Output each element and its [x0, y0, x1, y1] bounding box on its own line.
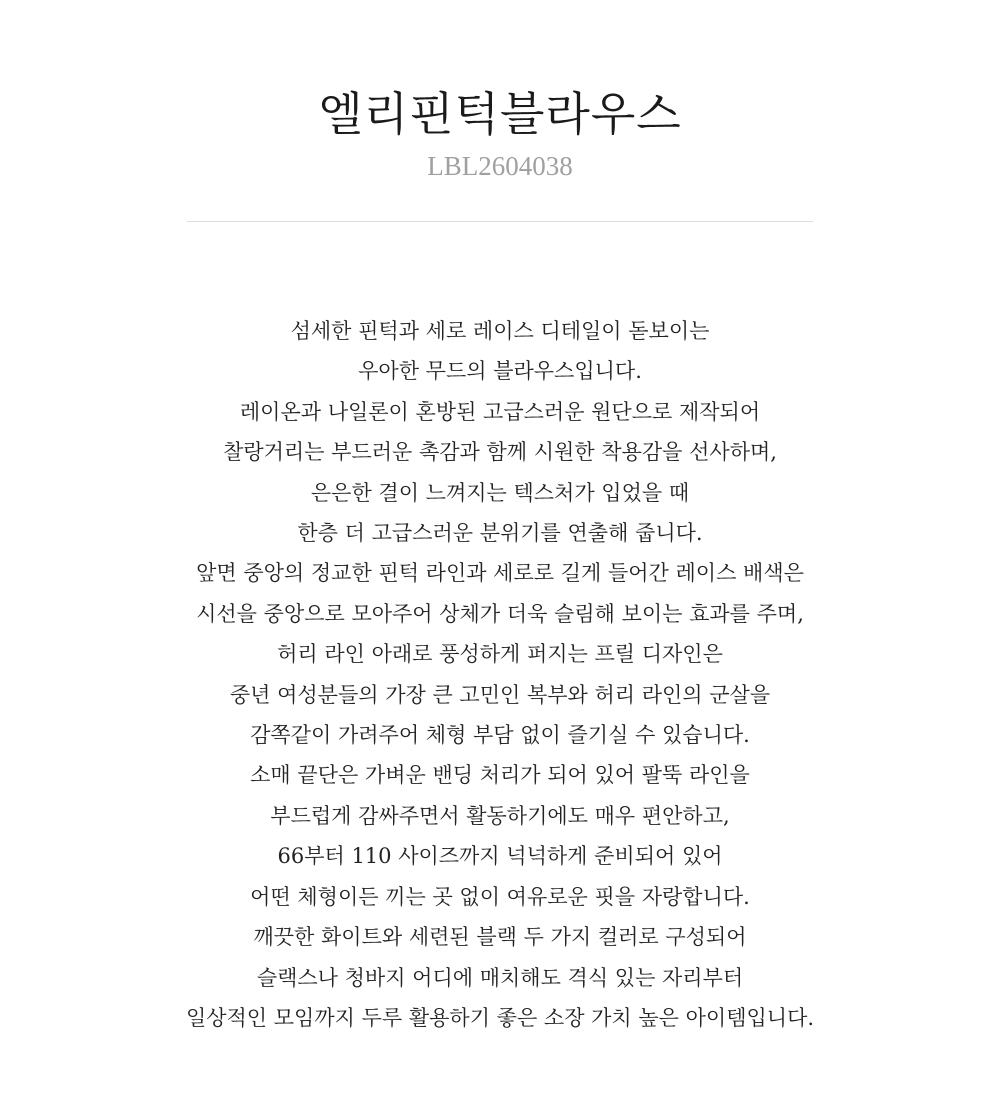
- header-divider: [187, 221, 813, 222]
- description-line: 일상적인 모임까지 두루 활용하기 좋은 소장 가치 높은 아이템입니다.: [185, 1005, 815, 1030]
- description-line: 찰랑거리는 부드러운 촉감과 함께 시원한 착용감을 선사하며,: [223, 440, 777, 465]
- description-line: 앞면 중앙의 정교한 핀턱 라인과 세로로 길게 들어간 레이스 배색은: [196, 561, 804, 586]
- description-line: 어떤 체형이든 끼는 곳 없이 여유로운 핏을 자랑합니다.: [250, 884, 750, 909]
- description-line: 중년 여성분들의 가장 큰 고민인 복부와 허리 라인의 군살을: [229, 682, 771, 707]
- description-line: 섬세한 핀턱과 세로 레이스 디테일이 돋보이는: [290, 319, 710, 343]
- description-line: 슬랙스나 청바지 어디에 매치해도 격식 있는 자리부터: [256, 965, 744, 990]
- description-line: 우아한 무드의 블라우스입니다.: [358, 359, 642, 384]
- description-line: 한층 더 고급스러운 분위기를 연출해 줍니다.: [297, 521, 703, 546]
- description-line: 소매 끝단은 가벼운 밴딩 처리가 되어 있어 팔뚝 라인을: [250, 763, 750, 788]
- description-line: 레이온과 나일론이 혼방된 고급스러운 원단으로 제작되어: [239, 399, 761, 424]
- description-line: 은은한 결이 느껴지는 텍스처가 입었을 때: [310, 480, 690, 505]
- description-line: 깨끗한 화이트와 세련된 블랙 두 가지 컬러로 구성되어: [253, 925, 747, 950]
- description-line: 시선을 중앙으로 모아주어 상체가 더욱 슬림해 보이는 효과를 주며,: [196, 601, 804, 626]
- product-code: LBL2604038: [427, 151, 573, 181]
- product-description: [0, 311, 1000, 1038]
- description-line: 66부터 110 사이즈까지 넉넉하게 준비되어 있어: [277, 844, 723, 869]
- product-title: 엘리핀턱블라우스: [318, 87, 682, 141]
- description-line: 감쪽같이 가려주어 체형 부담 없이 즐기실 수 있습니다.: [250, 723, 750, 748]
- description-line: 부드럽게 감싸주면서 활동하기에도 매우 편안하고,: [270, 803, 730, 828]
- product-header: [0, 0, 1000, 184]
- description-line: 허리 라인 아래로 풍성하게 퍼지는 프릴 디자인은: [277, 642, 723, 667]
